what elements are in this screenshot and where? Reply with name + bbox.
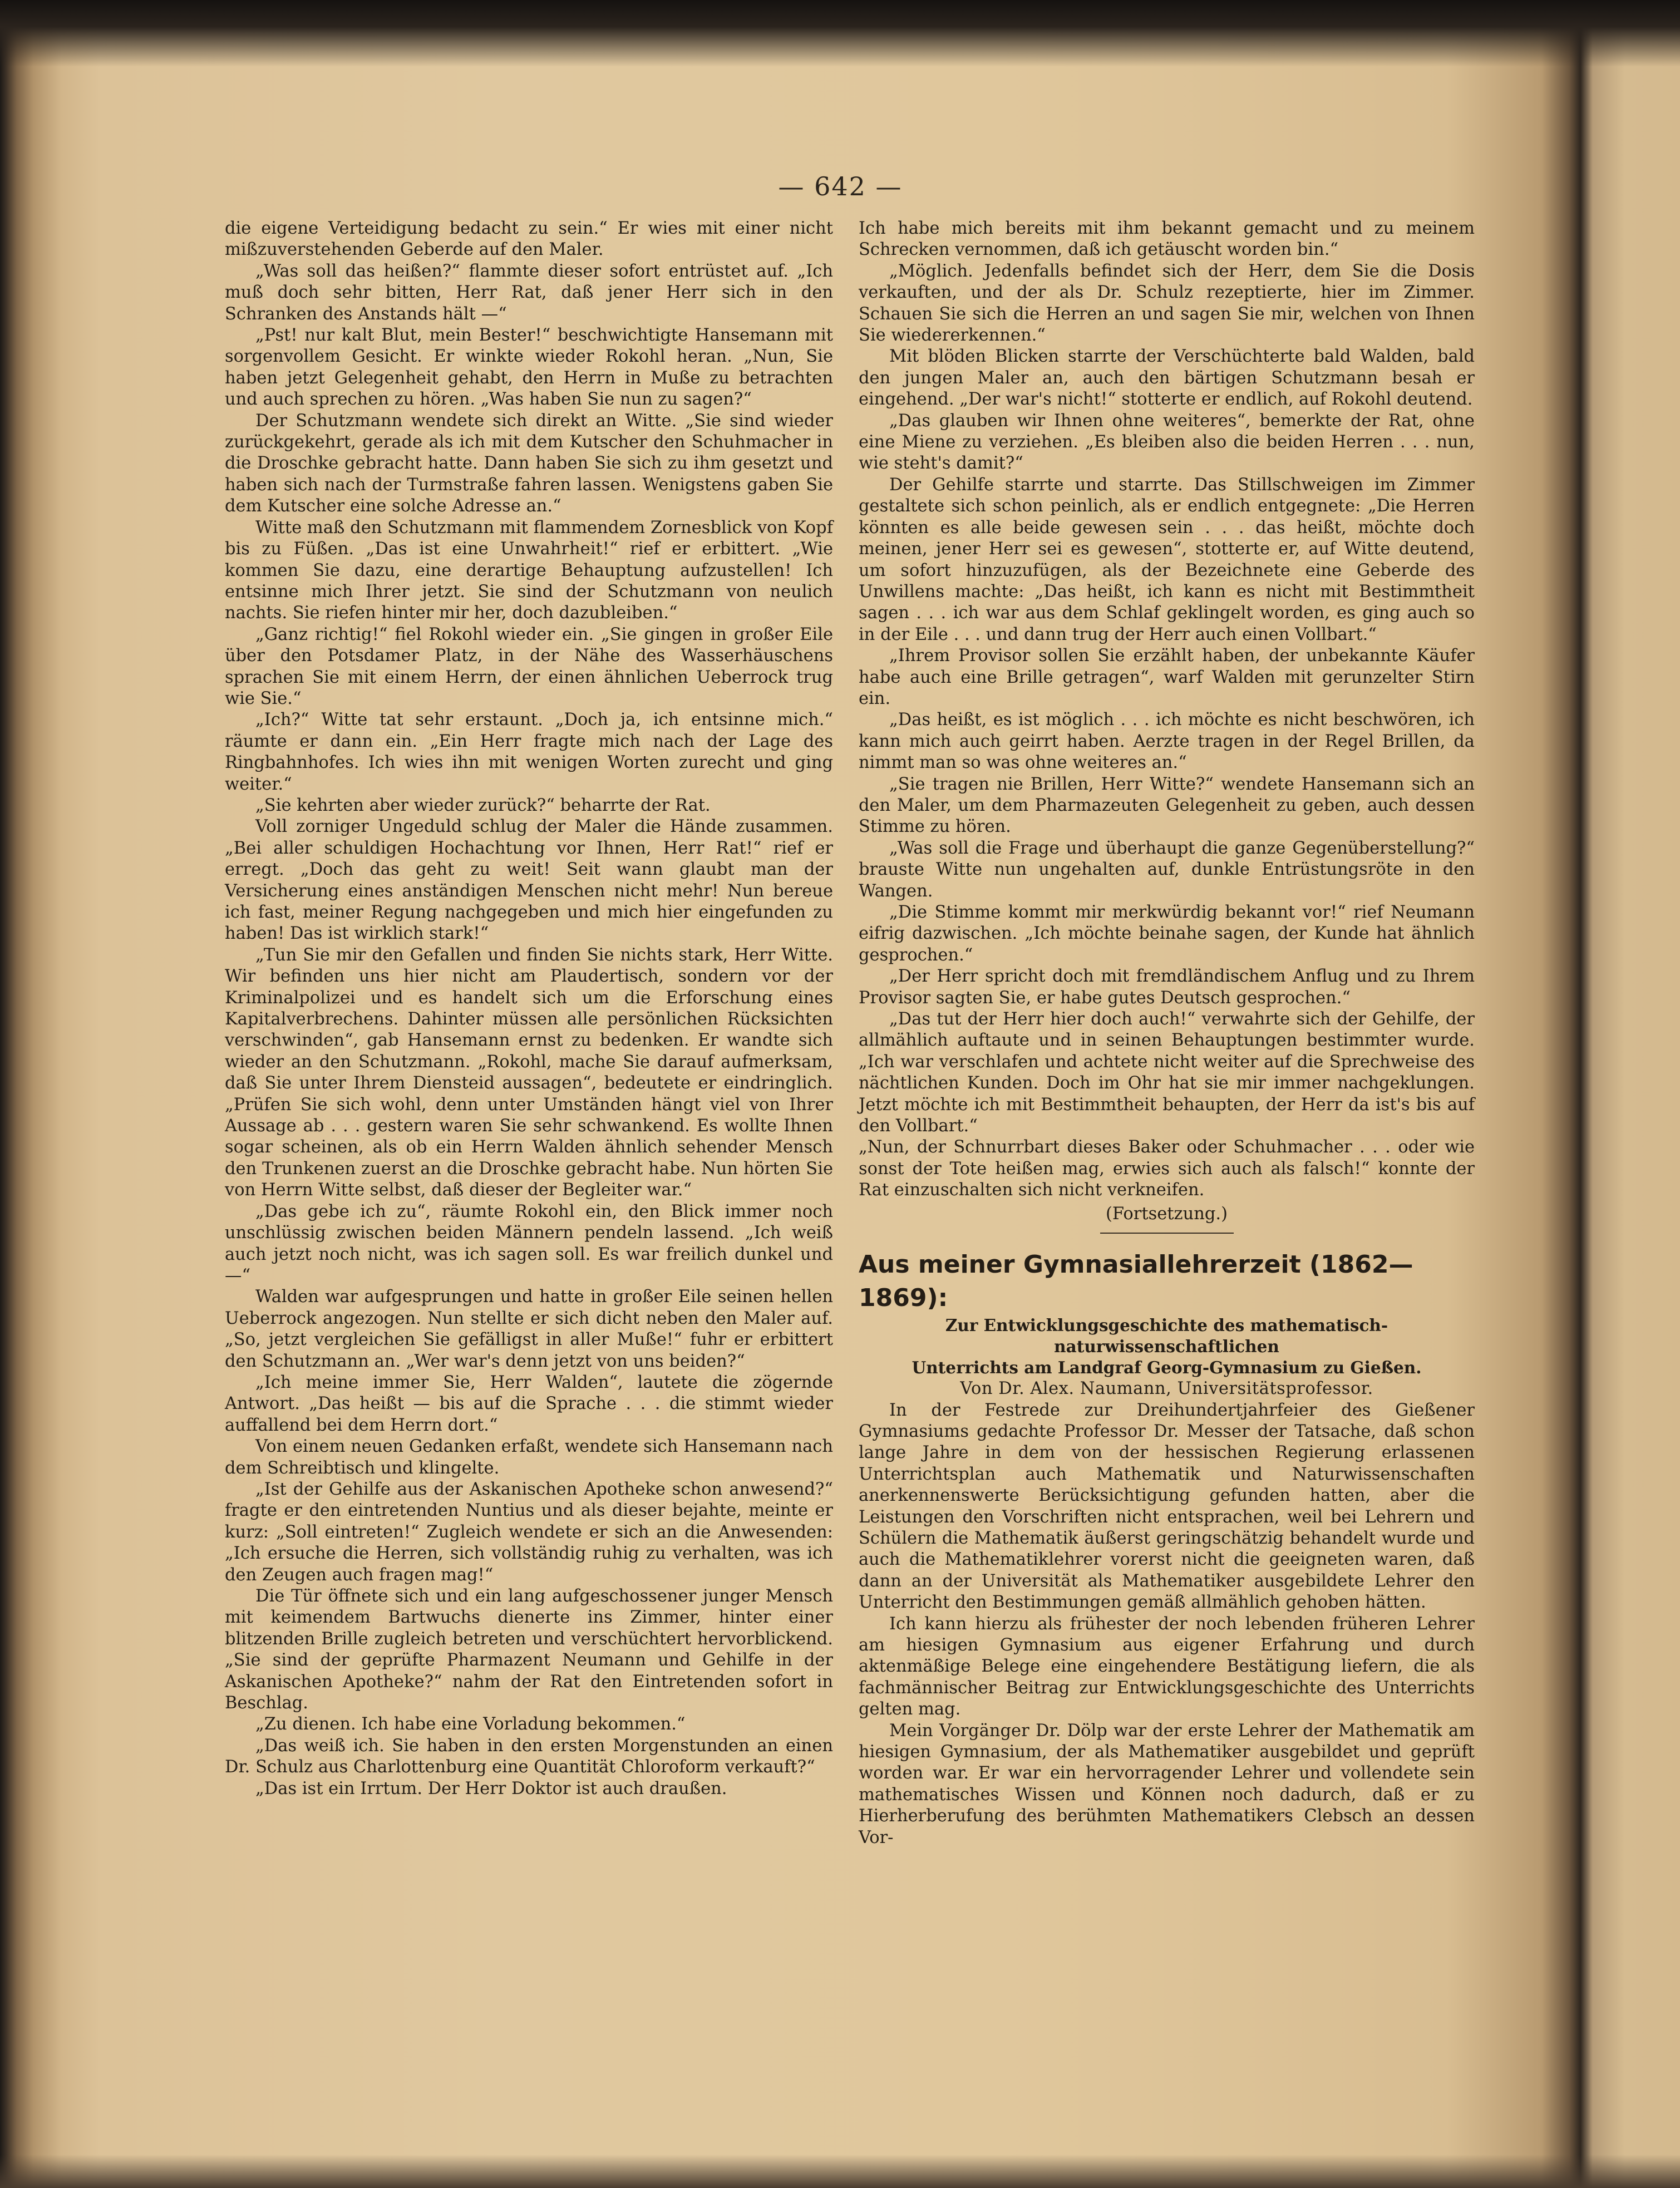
- paragraph: „Nun, der Schnurrbart dieses Baker oder Schuhmacher . . . oder wie sonst der Tote heißen mag, erwies sich auch als falsch!“ konnte der Rat einzuschalten sich nicht verkneifen.: [859, 1137, 1475, 1200]
- article-subtitle-line-2: Unterrichts am Landgraf Georg-Gymnasium zu Gießen.: [912, 1358, 1422, 1378]
- paragraph: Mit blöden Blicken starrte der Verschüchterte bald Walden, bald den jungen Maler an, auch den bärtigen Schutzmann besah er eingehend. „Der war's nicht!“ stotterte er endlich, auf Rokohl deutend.: [859, 347, 1475, 410]
- paragraph: „Ich?“ Witte tat sehr erstaunt. „Doch ja, ich entsinne mich.“ räumte er dann ein. „Ein Herr fragte mich nach der Lage des Ringbahnhofes. Ich wies ihn mit wenigen Worten zurecht und ging weiter.“: [225, 710, 833, 794]
- paragraph: „Ihrem Provisor sollen Sie erzählt haben, der unbekannte Käufer habe auch eine Brille getragen“, warf Walden mit gerunzelter Stirn ein.: [859, 646, 1475, 708]
- paragraph: „Tun Sie mir den Gefallen und finden Sie nichts stark, Herr Witte. Wir befinden uns hier nicht am Plaudertisch, sondern vor der Kriminalpolizei und es handelt sich um die Erforschung eines Kapitalverbrechens. Dahinter müssen alle persönlichen Rücksichten verschwinden“, gab Hansemann ernst zu bedenken. Er wandte sich wieder an den Schutzmann. „Rokohl, mache Sie darauf aufmerksam, daß Sie unter Ihrem Diensteid aussagen“, bedeutete er eindringlich. „Prüfen Sie sich wohl, denn unter Umständen hängt viel von Ihrer Aussage ab . . . gestern waren Sie sehr schwankend. Es wollte Ihnen sogar scheinen, als ob ein Herrn Walden ähnlich sehender Mensch den Trunkenen zuerst an die Droschke gebracht habe. Nun hörten Sie von Herrn Witte selbst, daß dieser der Begleiter war.“: [225, 945, 833, 1200]
- paragraph: „Zu dienen. Ich habe eine Vorladung bekommen.“: [255, 1714, 686, 1734]
- article-title: Aus meiner Gymnasiallehrerzeit (1862—1869):: [859, 1250, 1413, 1313]
- article-subtitle-line-1: Zur Entwicklungsgeschichte des mathematisch-naturwissenschaftlichen: [945, 1315, 1388, 1357]
- paragraph: Witte maß den Schutzmann mit flammendem Zornesblick von Kopf bis zu Füßen. „Das ist eine Unwahrheit!“ rief er erbittert. „Wie kommen Sie dazu, eine derartige Behauptung aufzustellen! Ich entsinne mich Ihrer jetzt. Sie sind der Schutzmann von neulich nachts. Sie riefen hinter mir her, doch dazubleiben.“: [225, 518, 833, 623]
- left-text-column: [225, 218, 833, 1800]
- section-divider: [1100, 1233, 1234, 1234]
- paragraph: „Möglich. Jedenfalls befindet sich der Herr, dem Sie die Dosis verkauften, und der als Dr. Schulz rezeptierte, hier im Zimmer. Schauen Sie sich die Herren an und sagen Sie mir, welchen von Ihnen Sie wiedererkennen.“: [859, 261, 1475, 346]
- paragraph: Walden war aufgesprungen und hatte in großer Eile seinen hellen Ueberrock angezogen. Nun stellte er sich dicht neben den Maler auf. „So, jetzt vergleichen Sie gefälligst in aller Muße!“ fuhr er erbittert den Schutzmann an. „Wer war's denn jetzt von uns beiden?“: [225, 1287, 833, 1371]
- paragraph: „Ganz richtig!“ fiel Rokohl wieder ein. „Sie gingen in großer Eile über den Potsdamer Platz, in der Nähe des Wasserhäuschens sprachen Sie mit einem Herrn, der einen ähnlichen Ueberrock trug wie Sie.“: [225, 624, 833, 708]
- paragraph: „Das ist ein Irrtum. Der Herr Doktor ist auch draußen.: [255, 1778, 727, 1798]
- paragraph: „Der Herr spricht doch mit fremdländischem Anflug und zu Ihrem Provisor sagten Sie, er habe gutes Deutsch gesprochen.“: [859, 967, 1475, 1008]
- paragraph: Von einem neuen Gedanken erfaßt, wendete sich Hansemann nach dem Schreibtisch und klingelte.: [225, 1437, 833, 1478]
- article-paragraph: Ich kann hierzu als frühester der noch lebenden früheren Lehrer am hiesigen Gymnasium aus eigener Erfahrung und durch aktenmäßige Belege eine eingehendere Bestätigung liefern, die als fachmännischer Beitrag zur Entwicklungsgeschichte des Unterrichts gelten mag.: [859, 1614, 1475, 1719]
- paragraph: Die Tür öffnete sich und ein lang aufgeschossener junger Mensch mit keimendem Bartwuchs dienerte ins Zimmer, hinter einer blitzenden Brille zugleich betreten und verschüchtert hervorblickend. „Sie sind der geprüfte Pharmazent Neumann und Gehilfe in der Askanischen Apotheke?“ nahm der Rat den Eintretenden sofort in Beschlag.: [225, 1586, 833, 1713]
- novel-continuation: [859, 218, 1475, 1201]
- paragraph: „Das glauben wir Ihnen ohne weiteres“, bemerkte der Rat, ohne eine Miene zu verziehen. „Es bleiben also die beiden Herren . . . nun, wie steht's damit?“: [859, 411, 1475, 474]
- paragraph: „Ich meine immer Sie, Herr Walden“, lautete die zögernde Antwort. „Das heißt — bis auf die Sprache . . . die stimmt wieder auffallend bei dem Herrn dort.“: [225, 1372, 833, 1435]
- page-number: — 642 —: [778, 171, 903, 201]
- paragraph: Der Schutzmann wendete sich direkt an Witte. „Sie sind wieder zurückgekehrt, gerade als ich mit dem Kutscher den Schuhmacher in die Droschke gebracht hatte. Dann haben Sie sich zu ihm gesetzt und haben sich nach der Turmstraße fahren lassen. Wenigstens gaben Sie dem Kutscher eine solche Adresse an.“: [225, 411, 833, 516]
- paragraph: Der Gehilfe starrte und starrte. Das Stillschweigen im Zimmer gestaltete sich schon peinlich, als er endlich entgegnete: „Die Herren könnten es alle beide gewesen sein . . . das heißt, möchte doch meinen, jener Herr sei es gewesen“, stotterte er, auf Witte deutend, um sofort hinzuzufügen, als der Bezeichnete eine Geberde des Unwillens machte: „Das heißt, ich kann es nicht mit Bestimmtheit sagen . . . ich war aus dem Schlaf geklingelt worden, es ging auch so in der Eile . . . und dann trug der Herr auch einen Vollbart.“: [859, 475, 1475, 644]
- paragraph: „Das gebe ich zu“, räumte Rokohl ein, den Blick immer noch unschlüssig zwischen beiden Männern pendeln lassend. „Ich weiß auch jetzt noch nicht, was ich sagen soll. Es war freilich dunkel und —“: [225, 1201, 833, 1285]
- continued-label: (Fortsetzung.): [1105, 1204, 1228, 1224]
- paragraph: „Sie kehrten aber wieder zurück?“ beharrte der Rat.: [255, 795, 711, 815]
- paragraph: „Was soll das heißen?“ flammte dieser sofort entrüstet auf. „Ich muß doch sehr bitten, Herr Rat, daß jener Herr sich in den Schranken des Anstands hält —“: [225, 261, 833, 324]
- paragraph: „Pst! nur kalt Blut, mein Bester!“ beschwichtigte Hansemann mit sorgenvollem Gesicht. Er winkte wieder Rokohl heran. „Nun, Sie haben jetzt Gelegenheit gehabt, den Herrn in Muße zu betrachten und auch sprechen zu hören. „Was haben Sie nun zu sagen?“: [225, 326, 833, 410]
- paragraph: „Was soll die Frage und überhaupt die ganze Gegenüberstellung?“ brauste Witte nun ungehalten auf, dunkle Entrüstungsröte in den Wangen.: [859, 838, 1475, 901]
- article-paragraph: In der Festrede zur Dreihundertjahrfeier des Gießener Gymnasiums gedachte Professor Dr. Messer der Tatsache, daß schon lange Jahre in dem von der hessischen Regierung erlassenen Unterrichtsplan auch Mathematik und Naturwissenschaften anerkennenswerte Berücksichtigung gefunden hatten, aber die Leistungen den Vorschriften nicht entsprachen, weil bei Lehrern und Schülern die Mathematik äußerst geringschätzig behandelt wurde und auch die Mathematiklehrer vorerst nicht die geeigneten waren, daß dann an der Universität als Mathematiker ausgebildete Lehrer den Unterricht den Bestimmungen gemäß allmählich gehoben hätten.: [859, 1400, 1475, 1613]
- paragraph: „Das tut der Herr hier doch auch!“ verwahrte sich der Gehilfe, der allmählich auftaute und in seinen Behauptungen bestimmter wurde. „Ich war verschlafen und achtete nicht weiter auf die Sprechweise des nächtlichen Kunden. Doch im Ohr hat sie mir immer nachgeklungen. Jetzt möchte ich mit Bestimmtheit behaupten, der Herr da ist's bis auf den Vollbart.“: [859, 1009, 1475, 1136]
- right-text-column: [859, 218, 1475, 1849]
- paragraph: Ich habe mich bereits mit ihm bekannt gemacht und zu meinem Schrecken vernommen, daß ich getäuscht worden bin.“: [859, 219, 1475, 260]
- article-author: Von Dr. Alex. Naumann, Universitätsprofessor.: [960, 1379, 1373, 1399]
- paragraph: „Das weiß ich. Sie haben in den ersten Morgenstunden an einen Dr. Schulz aus Charlottenburg eine Quantität Chloroform verkauft?“: [225, 1736, 833, 1777]
- paragraph: „Ist der Gehilfe aus der Askanischen Apotheke schon anwesend?“ fragte er den eintretenden Nuntius und als dieser bejahte, meinte er kurz: „Soll eintreten!“ Zugleich wendete er sich an die Anwesenden: „Ich ersuche die Herren, sich vollständig ruhig zu verhalten, was ich den Zeugen auch fragen mag!“: [225, 1479, 833, 1585]
- article-body: [859, 1400, 1475, 1849]
- paragraph: „Die Stimme kommt mir merkwürdig bekannt vor!“ rief Neumann eifrig dazwischen. „Ich möchte beinahe sagen, der Kunde hat ähnlich gesprochen.“: [859, 903, 1475, 965]
- paragraph: die eigene Verteidigung bedacht zu sein.“ Er wies mit einer nicht mißzuverstehenden Geberde auf den Maler.: [225, 219, 833, 260]
- paragraph: Voll zorniger Ungeduld schlug der Maler die Hände zusammen. „Bei aller schuldigen Hochachtung vor Ihnen, Herr Rat!“ rief er erregt. „Doch das geht zu weit! Seit wann glaubt man der Versicherung eines anständigen Menschen nicht mehr! Nun bereue ich fast, meiner Regung nachgegeben und mich hier eingefunden zu haben! Das ist wirklich stark!“: [225, 817, 833, 944]
- paragraph: „Das heißt, es ist möglich . . . ich möchte es nicht beschwören, ich kann mich auch geirrt haben. Aerzte tragen in der Regel Brillen, da nimmt man so was ohne weiteres an.“: [859, 710, 1475, 773]
- paragraph: „Sie tragen nie Brillen, Herr Witte?“ wendete Hansemann sich an den Maler, um dem Pharmazeuten Gelegenheit zu geben, auch dessen Stimme zu hören.: [859, 774, 1475, 837]
- article-paragraph: Mein Vorgänger Dr. Dölp war der erste Lehrer der Mathematik am hiesigen Gymnasium, der als Mathematiker ausgebildet und geprüft worden war. Er war ein hervorragender Lehrer und vollendete sein mathematisches Wissen und Können noch dadurch, daß er zu Hierherberufung des berühmten Mathematikers Clebsch an dessen Vor-: [859, 1721, 1475, 1847]
